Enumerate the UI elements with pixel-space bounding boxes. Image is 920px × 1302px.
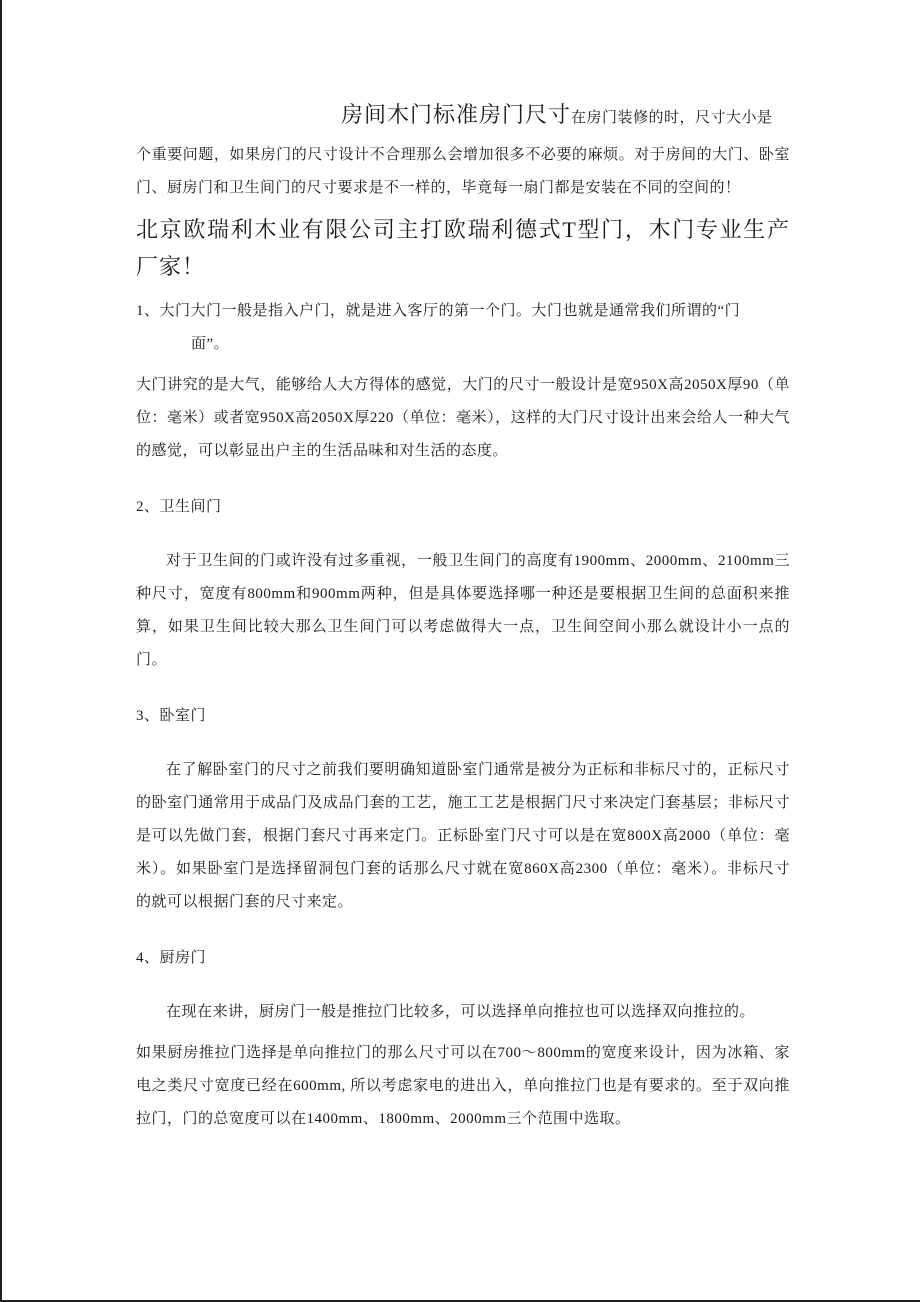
title-runin-text: 在房门装修的时，尺寸大小是: [571, 110, 773, 126]
section-3-heading: 3、卧室门: [136, 708, 207, 724]
title-paragraph: [136, 98, 790, 135]
section-4-paragraph-2: 如果厨房推拉门选择是单向推拉门的那么尺寸可以在700〜800mm的宽度来设计，因为冰箱、家电之类尺寸宽度已经在600mm, 所以考虑家电的进出入，单向推拉门也是有要求的。至于双向推拉门，门的总宽度可以在1400mm、1800mm、2000mm三个范围中选取。: [136, 1045, 790, 1127]
company-heading: 北京欧瑞利木业有限公司主打欧瑞利德式T型门，木门专业生产厂家！: [136, 217, 790, 279]
section-1-paragraph-1-line-2: 面”。: [191, 336, 230, 352]
section-4-paragraph-1: 在现在来讲，厨房门一般是推拉门比较多，可以选择单向推拉也可以选择双向推拉的。: [166, 1004, 756, 1020]
section-2-heading: 2、卫生间门: [136, 499, 222, 515]
section-1-paragraph-1-line-1: 1、大门大门一般是指入户门，就是进入客厅的第一个门。大门也就是通常我们所谓的“门: [136, 303, 741, 319]
document-title: 房间木门标准房门尺寸: [341, 102, 572, 127]
section-1-paragraph-1: [136, 295, 790, 361]
section-4-heading: 4、厨房门: [136, 950, 207, 966]
section-2-paragraph: 对于卫生间的门或许没有过多重视，一般卫生间门的高度有1900mm、2000mm、2100mm三种尺寸，宽度有800mm和900mm两种，但是具体要选择哪一种还是要根据卫生间的总面积来推算，如果卫生间比较大那么卫生间门可以考虑做得大一点，卫生间空间小那么就设计小一点的门。: [136, 553, 790, 668]
section-1-paragraph-2: 大门讲究的是大气，能够给人大方得体的感觉，大门的尺寸一般设计是宽950X高2050X厚90（单位：毫米）或者宽950X高2050X厚220（单位：毫米），这样的大门尺寸设计出来会给人一种大气的感觉，可以彰显出户主的生活品味和对生活的态度。: [136, 377, 790, 459]
section-3-paragraph: 在了解卧室门的尺寸之前我们要明确知道卧室门通常是被分为正标和非标尺寸的，正标尺寸的卧室门通常用于成品门及成品门套的工艺，施工工艺是根据门尺寸来决定门套基层；非标尺寸是可以先做门套，根据门套尺寸再来定门。正标卧室门尺寸可以是在宽800X高2000（单位：毫米）。如果卧室门是选择留洞包门套的话那么尺寸就在宽860X高2300（单位：毫米）。非标尺寸的就可以根据门套的尺寸来定。: [136, 762, 790, 910]
intro-paragraph: 个重要问题，如果房门的尺寸设计不合理那么会增加很多不必要的麻烦。对于房间的大门、卧室门、厨房门和卫生间门的尺寸要求是不一样的，毕竟每一扇门都是安装在不同的空间的！: [136, 147, 790, 196]
